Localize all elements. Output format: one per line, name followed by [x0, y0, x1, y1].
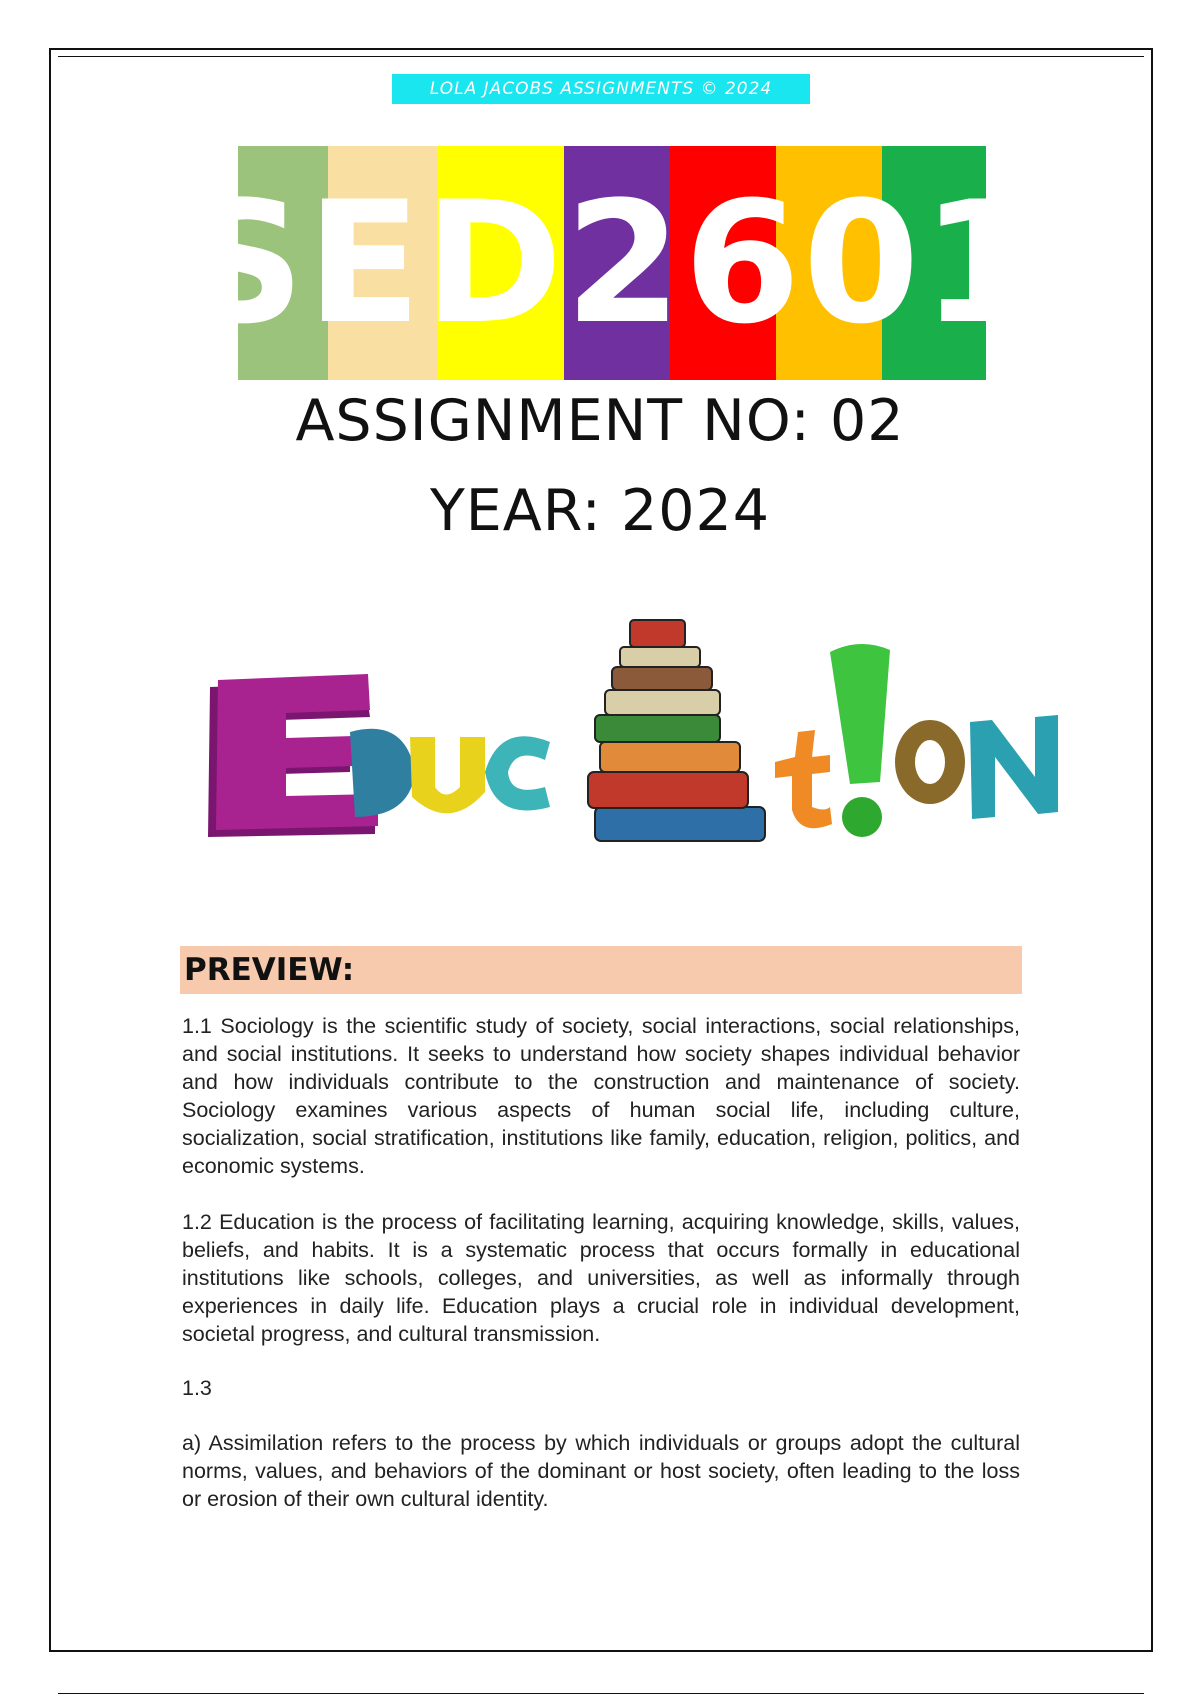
education-word-art [200, 612, 1070, 862]
letter-d-shape [350, 729, 415, 817]
letter-t-shape [775, 730, 832, 828]
paragraph-assimilation: a) Assimilation refers to the process by which individuals or groups adopt the cultural norms, values, and behaviors of the dominant or host society, often leading to the loss or erosion of their own cultural identity. [182, 1431, 1020, 1511]
letter-c-shape [485, 736, 550, 810]
paragraph-1-3: 1.3 [182, 1376, 212, 1400]
watermark-label: LOLA JACOBS ASSIGNMENTS © 2024 [392, 74, 810, 104]
course-code-banner [183, 146, 1041, 380]
top-rule [58, 56, 1144, 57]
paragraph-1-2: 1.2 Education is the process of facilitating learning, acquiring knowledge, skills, values, beliefs, and habits. It is a systematic process that occurs formally in educational institutions like schools, colleges, and universities, as well as informally through experiences in daily life. Education plays a crucial role in individual development, societal progress, and cultural transmission. [182, 1210, 1020, 1346]
preview-heading-bar [180, 946, 1022, 994]
education-illustration [200, 612, 1070, 862]
exclamation-shape [830, 644, 890, 837]
course-code: SED2601 [183, 165, 1041, 361]
letter-u-shape [410, 737, 485, 813]
bottom-rule [58, 1693, 1144, 1694]
letter-n-shape [970, 715, 1058, 819]
year-title: YEAR: 2024 [429, 478, 771, 544]
assignment-number-title: ASSIGNMENT NO: 02 [295, 388, 905, 454]
preview-heading: PREVIEW: [184, 952, 355, 988]
book-stack-icon [588, 620, 765, 841]
paragraph-1-1: 1.1 Sociology is the scientific study of society, social interactions, social relationships, and social institutions. It seeks to understand how society shapes individual behavior and how individuals contribute to the construction and maintenance of society. Sociology examines various aspects of human social life, including culture, socialization, social stratification, institutions like family, education, religion, politics, and economic systems. [182, 1014, 1020, 1178]
